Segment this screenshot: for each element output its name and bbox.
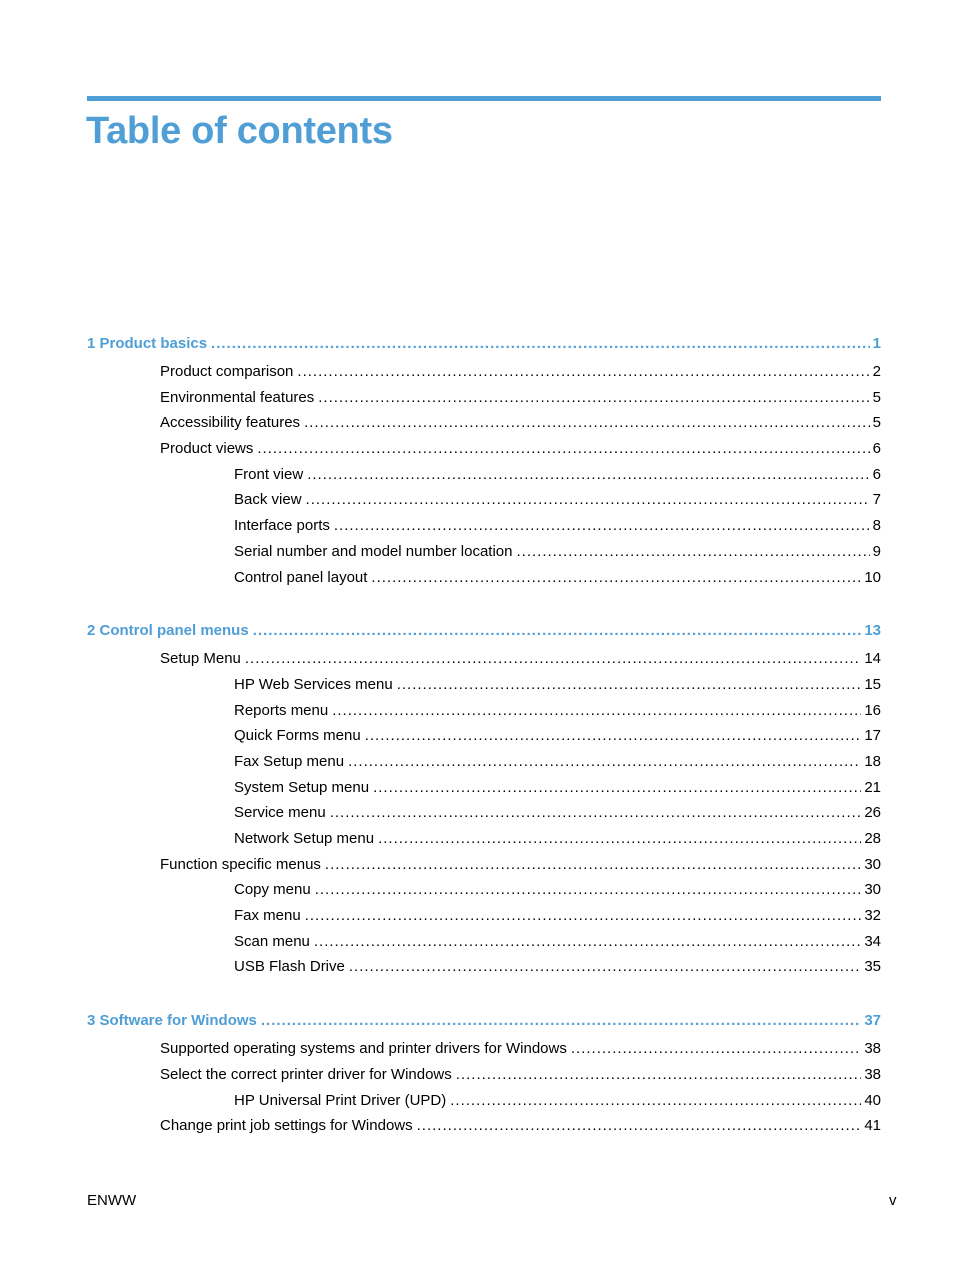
toc-page-number: 8 — [872, 517, 881, 535]
toc-page-number: 38 — [864, 1040, 881, 1058]
toc-page-number: 38 — [864, 1065, 881, 1083]
toc-entry[interactable] — [87, 852, 881, 878]
toc-entry-title: Reports menu — [234, 701, 329, 719]
toc-entry-title: HP Web Services menu — [234, 675, 393, 693]
toc-entry[interactable] — [87, 436, 881, 462]
toc-chapter — [87, 619, 881, 980]
dot-leader — [373, 775, 861, 801]
toc-entry[interactable] — [87, 903, 881, 929]
toc-page-number: 30 — [864, 881, 881, 899]
dot-leader — [348, 749, 861, 775]
toc-entry[interactable] — [87, 513, 881, 539]
toc-entry[interactable] — [87, 698, 881, 724]
toc-entry-title: Select the correct printer driver for Windows — [160, 1065, 452, 1083]
dot-leader — [365, 723, 862, 749]
toc-entry[interactable] — [87, 800, 881, 826]
dot-leader — [571, 1036, 861, 1062]
toc-entry-title: USB Flash Drive — [234, 958, 345, 976]
toc-page-number: 40 — [864, 1091, 881, 1109]
toc-page-number: 30 — [864, 855, 881, 873]
toc-entry-title: Product comparison — [160, 363, 294, 380]
toc-entry[interactable] — [87, 565, 881, 591]
toc-entry[interactable] — [87, 672, 881, 698]
toc-entry-title: Network Setup menu — [234, 830, 375, 847]
toc-entry-title: Setup Menu — [160, 650, 241, 668]
toc-page-number: 13 — [864, 622, 881, 640]
toc-entry[interactable] — [87, 826, 881, 852]
dot-leader — [349, 954, 861, 980]
toc-page-number: 5 — [872, 388, 881, 406]
dot-leader — [253, 619, 862, 643]
toc-entry[interactable] — [87, 749, 881, 775]
toc-entry[interactable] — [87, 954, 881, 980]
toc-page-number: 6 — [872, 440, 881, 458]
dot-leader — [304, 410, 870, 436]
toc-entry-title: Control panel layout — [234, 568, 368, 586]
dot-leader — [517, 539, 870, 565]
toc-page-number: 37 — [864, 1012, 881, 1030]
toc-page-number: 41 — [864, 1117, 881, 1135]
toc-page-number: 35 — [864, 958, 881, 976]
dot-leader — [307, 462, 869, 488]
toc-page-number: 14 — [864, 650, 881, 668]
toc-page-number: 26 — [864, 804, 881, 822]
dot-leader — [305, 903, 862, 929]
toc-entry-title: Back view — [234, 491, 302, 509]
toc-page-number: 32 — [864, 907, 881, 925]
toc-entry-title: 1 Product basics — [87, 335, 208, 352]
toc-entry-title: Change print job settings for Windows — [160, 1117, 413, 1135]
toc-page-number: 17 — [864, 727, 881, 745]
toc-entry-title: Environmental features — [160, 388, 315, 406]
toc-entry[interactable] — [87, 487, 881, 513]
toc-entry-title: 3 Software for Windows — [87, 1012, 257, 1030]
dot-leader — [314, 929, 861, 955]
toc-page-number: 34 — [864, 932, 881, 950]
dot-leader — [332, 698, 861, 724]
chapter-spacer — [87, 590, 881, 619]
dot-leader — [456, 1062, 862, 1088]
toc-page-number: 21 — [864, 778, 881, 796]
dot-leader — [397, 672, 862, 698]
dot-leader — [318, 385, 869, 411]
toc-entry[interactable] — [87, 539, 881, 565]
dot-leader — [330, 800, 862, 826]
toc-entry-title: Product views — [160, 440, 254, 458]
dot-leader — [450, 1088, 861, 1114]
toc-entry-title: System Setup menu — [234, 778, 370, 796]
toc-entry-title: Scan menu — [234, 932, 310, 950]
toc-entry-title: Fax menu — [234, 907, 301, 925]
toc-entry[interactable] — [87, 775, 881, 801]
dot-leader — [325, 852, 861, 878]
dot-leader — [306, 487, 870, 513]
toc-entry[interactable] — [87, 359, 881, 385]
toc-page-number: 1 — [872, 335, 881, 352]
dot-leader — [297, 359, 869, 385]
page-title: Table of contents — [86, 110, 393, 152]
toc-entry[interactable] — [87, 646, 881, 672]
toc-chapter-entry[interactable] — [87, 619, 881, 646]
toc-entry-title: Service menu — [234, 804, 326, 822]
toc-chapter-entry[interactable] — [87, 332, 881, 359]
title-rule — [87, 96, 881, 101]
toc-page-number: 6 — [872, 465, 881, 483]
toc-entry-title: Supported operating systems and printer drivers for Windows — [160, 1040, 567, 1058]
dot-leader — [245, 646, 861, 672]
toc-entry-title: HP Universal Print Driver (UPD) — [234, 1091, 447, 1109]
toc-entry-title: Copy menu — [234, 881, 311, 899]
toc-page-number: 28 — [864, 830, 881, 847]
toc-page-number: 10 — [864, 568, 881, 586]
toc-entry-title: Interface ports — [234, 517, 330, 535]
toc-page-number: 7 — [872, 491, 881, 509]
footer-page-number: v — [889, 1192, 897, 1209]
dot-leader — [261, 1009, 861, 1033]
toc-page-number: 16 — [864, 701, 881, 719]
toc-entry[interactable] — [87, 929, 881, 955]
dot-leader — [378, 826, 861, 852]
toc-entry[interactable] — [87, 1088, 881, 1114]
toc-page-number: 15 — [864, 675, 881, 693]
toc-entry[interactable] — [87, 1113, 881, 1139]
dot-leader — [257, 436, 869, 462]
toc-entry[interactable] — [87, 877, 881, 903]
toc-entry[interactable] — [87, 410, 881, 436]
toc-page-number: 5 — [872, 414, 881, 432]
toc-entry-title: Front view — [234, 465, 304, 483]
toc-entry-title: Fax Setup menu — [234, 752, 345, 770]
footer-left: ENWW — [87, 1192, 137, 1209]
toc-chapter-entry[interactable] — [87, 1009, 881, 1036]
dot-leader — [211, 332, 870, 356]
table-of-contents — [87, 332, 881, 1139]
toc-entry[interactable] — [87, 385, 881, 411]
dot-leader — [417, 1113, 862, 1139]
toc-entry-title: Function specific menus — [160, 855, 321, 873]
toc-entry-title: Accessibility features — [160, 414, 301, 432]
toc-entry-title: Serial number and model number location — [234, 542, 513, 560]
toc-entry[interactable] — [87, 462, 881, 488]
dot-leader — [371, 565, 861, 591]
dot-leader — [315, 877, 862, 903]
toc-chapter — [87, 1009, 881, 1139]
toc-entry[interactable] — [87, 1062, 881, 1088]
toc-page-number: 9 — [872, 542, 881, 560]
dot-leader — [334, 513, 870, 539]
toc-page-number: 18 — [864, 752, 881, 770]
toc-entry[interactable] — [87, 1036, 881, 1062]
toc-chapter — [87, 332, 881, 590]
toc-entry[interactable] — [87, 723, 881, 749]
chapter-spacer — [87, 980, 881, 1009]
toc-entry-title: Quick Forms menu — [234, 727, 361, 745]
toc-page-number: 2 — [872, 363, 881, 380]
toc-entry-title: 2 Control panel menus — [87, 622, 249, 640]
